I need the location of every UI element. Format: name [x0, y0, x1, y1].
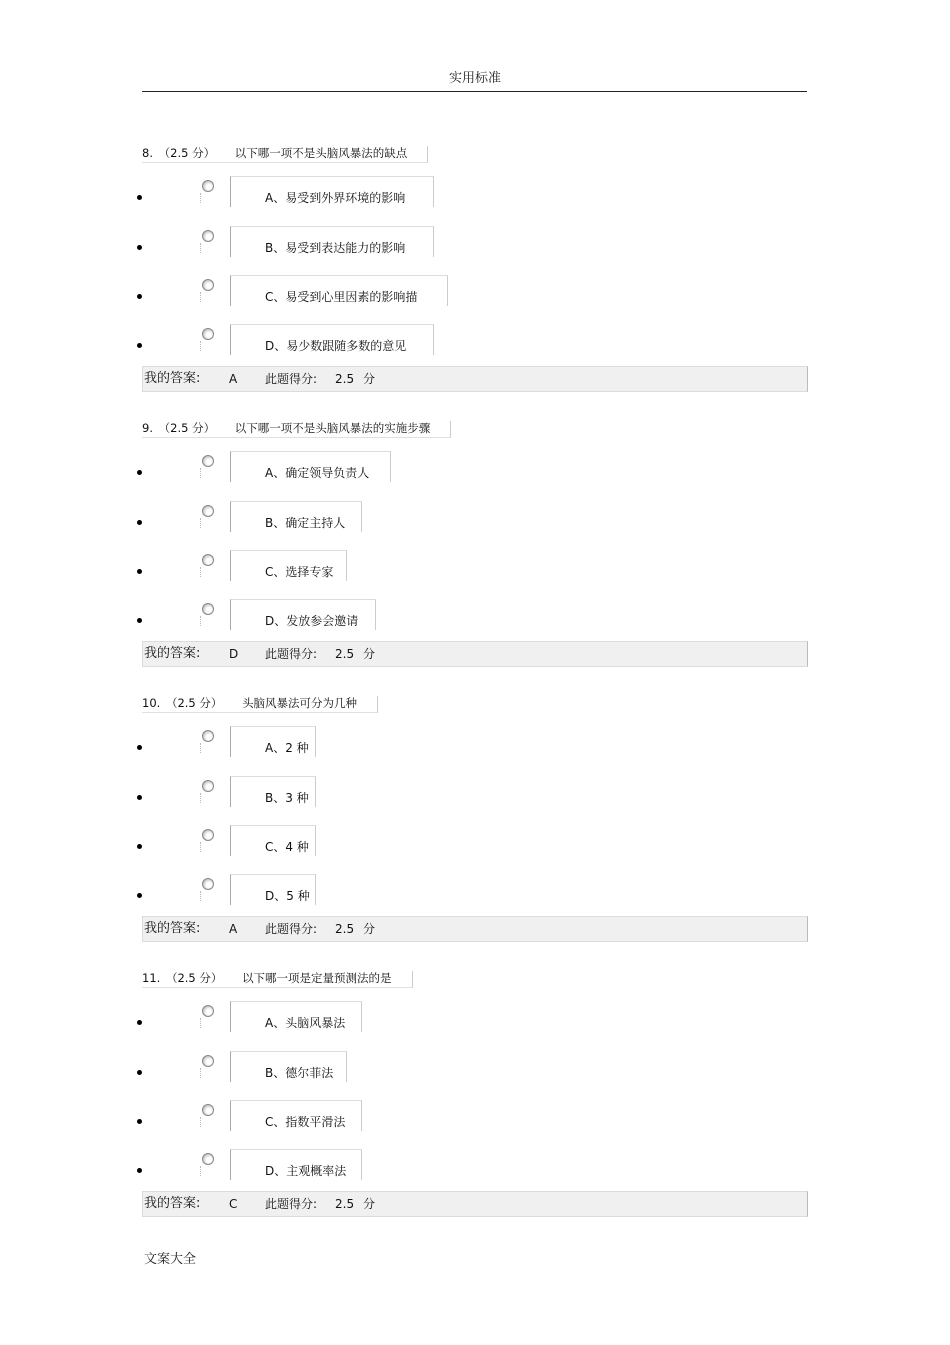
my-answer-label: 我的答案: — [144, 371, 201, 386]
option-label: B、确定主持人 — [265, 516, 346, 530]
radio-button[interactable] — [202, 455, 214, 467]
option-label: C、4 种 — [265, 840, 309, 854]
radio-button[interactable] — [202, 505, 214, 517]
score-unit: 分 — [363, 647, 376, 661]
score-unit: 分 — [363, 922, 376, 936]
option-c[interactable] — [0, 550, 950, 582]
question-number: 10. — [142, 696, 161, 710]
bullet-icon — [137, 195, 142, 200]
radio-divider — [200, 193, 202, 203]
radio-button[interactable] — [202, 829, 214, 841]
option-label: C、易受到心里因素的影响描 — [265, 290, 418, 304]
score-label: 此题得分: — [265, 1197, 318, 1211]
radio-divider — [200, 567, 202, 577]
radio-divider — [200, 1018, 202, 1028]
radio-divider — [200, 842, 202, 852]
bullet-icon — [137, 893, 142, 898]
question-title — [142, 421, 451, 438]
option-label: A、2 种 — [265, 741, 309, 755]
radio-button[interactable] — [202, 230, 214, 242]
radio-button[interactable] — [202, 180, 214, 192]
question-number: 9. — [142, 421, 153, 435]
score-label: 此题得分: — [265, 922, 318, 936]
option-b[interactable] — [0, 501, 950, 533]
bullet-icon — [137, 343, 142, 348]
score-value: 2.5 — [335, 922, 355, 936]
option-c[interactable] — [0, 275, 950, 307]
my-answer-value: A — [229, 922, 238, 936]
option-label: D、主观概率法 — [265, 1164, 347, 1178]
score-value: 2.5 — [335, 647, 355, 661]
answer-bar — [142, 916, 808, 942]
page-footer-text: 文案大全 — [144, 1252, 197, 1267]
option-b[interactable] — [0, 776, 950, 808]
score-value: 2.5 — [335, 1197, 355, 1211]
question-score: （2.5 分） — [158, 421, 216, 435]
option-label: C、指数平滑法 — [265, 1115, 346, 1129]
answer-bar — [142, 366, 808, 392]
radio-button[interactable] — [202, 279, 214, 291]
answer-bar — [142, 641, 808, 667]
option-a[interactable] — [0, 451, 950, 483]
radio-button[interactable] — [202, 780, 214, 792]
my-answer-value: C — [229, 1197, 238, 1211]
my-answer-value: A — [229, 372, 238, 386]
option-label: B、3 种 — [265, 791, 309, 805]
question-text: 以下哪一项是定量预测法的是 — [242, 971, 392, 985]
question-title — [142, 971, 413, 988]
option-label: D、发放参会邀请 — [265, 614, 359, 628]
score-unit: 分 — [363, 372, 376, 386]
option-label: A、确定领导负责人 — [265, 466, 370, 480]
question-title — [142, 146, 428, 163]
bullet-icon — [137, 1020, 142, 1025]
option-label: C、选择专家 — [265, 565, 334, 579]
option-label: B、德尔菲法 — [265, 1066, 334, 1080]
radio-button[interactable] — [202, 554, 214, 566]
question-text: 头脑风暴法可分为几种 — [242, 696, 358, 710]
radio-divider — [200, 341, 202, 351]
radio-button[interactable] — [202, 730, 214, 742]
score-label: 此题得分: — [265, 647, 318, 661]
radio-divider — [200, 1117, 202, 1127]
question-score: （2.5 分） — [158, 146, 216, 160]
bullet-icon — [137, 1168, 142, 1173]
score-unit: 分 — [363, 1197, 376, 1211]
radio-divider — [200, 468, 202, 478]
option-c[interactable] — [0, 825, 950, 857]
bullet-icon — [137, 245, 142, 250]
question-score: （2.5 分） — [165, 971, 223, 985]
my-answer-value: D — [229, 647, 239, 661]
radio-divider — [200, 243, 202, 253]
bullet-icon — [137, 569, 142, 574]
header-divider — [142, 91, 807, 92]
option-d[interactable] — [0, 1149, 950, 1181]
page-header-title: 实用标准 — [448, 71, 501, 86]
option-d[interactable] — [0, 874, 950, 906]
my-answer-label: 我的答案: — [144, 921, 201, 936]
my-answer-label: 我的答案: — [144, 646, 201, 661]
option-a[interactable] — [0, 726, 950, 758]
question-score: （2.5 分） — [165, 696, 223, 710]
bullet-icon — [137, 618, 142, 623]
radio-divider — [200, 743, 202, 753]
bullet-icon — [137, 294, 142, 299]
my-answer-label: 我的答案: — [144, 1196, 201, 1211]
question-title — [142, 696, 378, 713]
radio-divider — [200, 891, 202, 901]
option-b[interactable] — [0, 226, 950, 258]
question-10 — [0, 696, 950, 966]
radio-button[interactable] — [202, 328, 214, 340]
option-label: A、头脑风暴法 — [265, 1016, 346, 1030]
radio-divider — [200, 616, 202, 626]
radio-divider — [200, 793, 202, 803]
question-text: 以下哪一项不是头脑风暴法的缺点 — [234, 146, 408, 160]
option-d[interactable] — [0, 599, 950, 631]
bullet-icon — [137, 1070, 142, 1075]
question-9 — [0, 421, 950, 691]
radio-button[interactable] — [202, 1104, 214, 1116]
question-number: 11. — [142, 971, 161, 985]
option-d[interactable] — [0, 324, 950, 356]
option-a[interactable] — [0, 176, 950, 208]
option-b[interactable] — [0, 1051, 950, 1083]
radio-divider — [200, 1068, 202, 1078]
bullet-icon — [137, 1119, 142, 1124]
radio-button[interactable] — [202, 603, 214, 615]
question-8 — [0, 146, 950, 416]
question-text: 以下哪一项不是头脑风暴法的实施步骤 — [234, 421, 431, 435]
answer-bar — [142, 1191, 808, 1217]
option-a[interactable] — [0, 1001, 950, 1033]
radio-button[interactable] — [202, 1055, 214, 1067]
question-number: 8. — [142, 146, 153, 160]
option-label: D、5 种 — [265, 889, 310, 903]
radio-divider — [200, 292, 202, 302]
question-11 — [0, 971, 950, 1241]
radio-button[interactable] — [202, 1153, 214, 1165]
score-label: 此题得分: — [265, 372, 318, 386]
bullet-icon — [137, 844, 142, 849]
bullet-icon — [137, 520, 142, 525]
option-label: D、易少数跟随多数的意见 — [265, 339, 407, 353]
bullet-icon — [137, 745, 142, 750]
bullet-icon — [137, 470, 142, 475]
radio-button[interactable] — [202, 1005, 214, 1017]
option-label: B、易受到表达能力的影响 — [265, 241, 406, 255]
option-c[interactable] — [0, 1100, 950, 1132]
score-value: 2.5 — [335, 372, 355, 386]
radio-button[interactable] — [202, 878, 214, 890]
option-label: A、易受到外界环境的影响 — [265, 191, 406, 205]
bullet-icon — [137, 795, 142, 800]
radio-divider — [200, 1166, 202, 1176]
radio-divider — [200, 518, 202, 528]
